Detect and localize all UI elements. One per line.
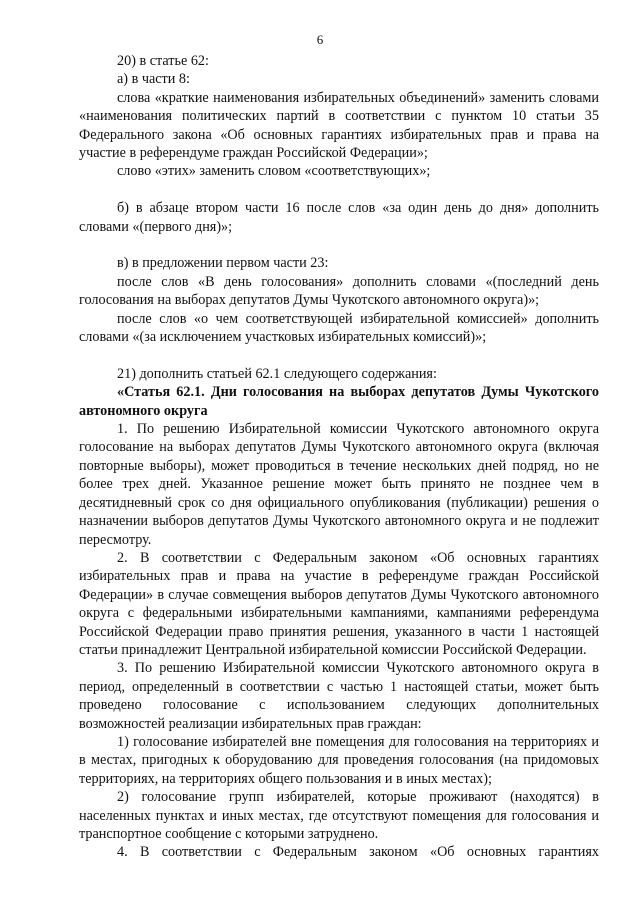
paragraph: после слов «о чем соответствующей избирательной комиссией» дополнить словами «(за исключением участковых избирательных комиссий)»; <box>79 310 599 346</box>
paragraph: а) в части 8: <box>117 71 190 88</box>
paragraph: 2. В соответствии с Федеральным законом «Об основных гарантиях избирательных прав и права на участие в референдуме граждан Российской Федерации» в случае совмещения выборов депутатов Думы Чукотского автономного округа с федеральными избирательными кампаниями, кампаниями референдума Российской Федерации право принятия решения, указанного в части 1 настоящей статьи принадлежит Центральной избирательной комиссии Российской Федерации. <box>79 549 599 658</box>
paragraph: 2) голосование групп избирателей, которые проживают (находятся) в населенных пунктах и иных местах, где отсутствуют помещения для голосования и транспортное сообщение с которыми затруднено. <box>79 789 599 843</box>
paragraph: после слов «В день голосования» дополнить словами «(последний день голосования на выборах депутатов Думы Чукотского автономного округа)»; <box>79 273 599 309</box>
paragraph: слово «этих» заменить словом «соответствующих»; <box>117 163 431 180</box>
paragraph: 20) в статье 62: <box>117 53 209 69</box>
paragraph: 21) дополнить статьей 62.1 следующего содержания: <box>117 365 437 382</box>
paragraph: в) в предложении первом части 23: <box>117 255 329 272</box>
article-heading: «Статья 62.1. Дни голосования на выборах депутатов Думы Чукотского автономного округа <box>79 384 599 419</box>
paragraph: 1) голосование избирателей вне помещения для голосования на территориях и в местах, пригодных к оборудованию для проведения голосования (на придомовых территориях, на территориях общего пользования и в иных местах); <box>79 733 599 787</box>
paragraph: б) в абзаце втором части 16 после слов «за один день до дня» дополнить словами «(первого дня)»; <box>79 200 599 235</box>
paragraph: 3. По решению Избирательной комиссии Чукотского автономного округа в период, определенный в соответствии с частью 1 настоящей статьи, может быть проведено голосование с использованием следующих дополнительных возможностей реализации избирательных прав граждан: <box>79 660 599 732</box>
paragraph: слова «краткие наименования избирательных объединений» заменить словами «наименования политических партий в соответствии с пунктом 10 статьи 35 Федерального закона «Об основных гарантиях избирательных прав и права на участие в референдуме граждан Российской Федерации»; <box>79 89 599 162</box>
paragraph: 4. В соответствии с Федеральным законом «Об основных гарантиях <box>117 844 599 861</box>
paragraph: 1. По решению Избирательной комиссии Чукотского автономного округа голосование на выборах депутатов Думы Чукотского автономного округа (включая повторные выборы), может проводиться в течение нескольких дней подряд, но не более трех дней. Указанное решение может быть принято не позднее чем в десятидневный срок со дня официального опубликования (публикации) решения о назначении выборов депутатов Думы Чукотского автономного округа и не подлежит пересмотру. <box>79 421 599 548</box>
page-number: 6 <box>316 32 324 47</box>
document-body <box>79 52 599 862</box>
